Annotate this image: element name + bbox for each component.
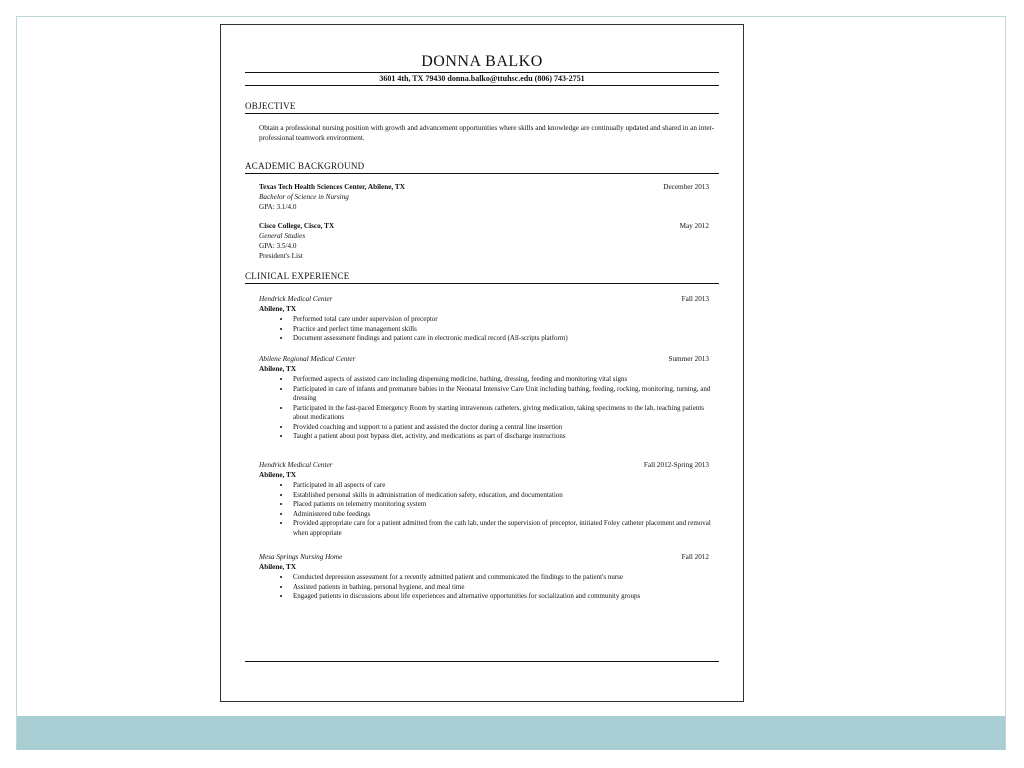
- school-name: Texas Tech Health Sciences Center, Abilene, TX: [259, 183, 405, 191]
- duty-item: • Engaged patients in discussions about life experiences and alternative opportunities for socialization and community groups: [291, 592, 721, 602]
- facility-name: Mesa Springs Nursing Home: [259, 553, 343, 561]
- duty-item: • Performed total care under supervision of preceptor: [291, 315, 721, 325]
- objective-rule: [245, 113, 719, 114]
- contact-line: 3601 4th, TX 79430 donna.balko@ttuhsc.edu (806) 743-2751: [379, 74, 585, 83]
- clinical-rule: [245, 283, 719, 284]
- duty-item: • Participated in all aspects of care: [291, 481, 721, 491]
- duty-item: • Assisted patients in bathing, personal hygiene, and meal time: [291, 583, 721, 593]
- duty-item: • Practice and perfect time management skills: [291, 325, 721, 335]
- duty-list: [281, 481, 721, 538]
- duty-item: • Provided coaching and support to a patient and assisted the doctor during a central line insertion: [291, 423, 721, 433]
- duty-item: • Document assessment findings and patient care in electronic medical record (All-scripts platform): [291, 334, 721, 344]
- facility-date: Fall 2012: [681, 553, 709, 561]
- facility-location: Abilene, TX: [259, 305, 297, 313]
- school-date: May 2012: [679, 222, 709, 230]
- objective-heading: OBJECTIVE: [245, 101, 296, 111]
- gpa: GPA: 3.5/4.0: [259, 242, 297, 250]
- honor: President's List: [259, 252, 303, 260]
- school-date: December 2013: [663, 183, 709, 191]
- clinical-heading: CLINICAL EXPERIENCE: [245, 271, 350, 281]
- facility-date: Fall 2013: [681, 295, 709, 303]
- school-name: Cisco College, Cisco, TX: [259, 222, 335, 230]
- academic-heading: ACADEMIC BACKGROUND: [245, 161, 365, 171]
- academic-rule: [245, 173, 719, 174]
- duty-item: • Provided appropriate care for a patient admitted from the cath lab, under the supervision of preceptor, initiated Foley catheter placement and removal when appropriate: [291, 519, 721, 538]
- facility-location: Abilene, TX: [259, 365, 297, 373]
- duty-item: • Established personal skills in administration of medication safety, education, and documentation: [291, 491, 721, 501]
- duty-item: • Taught a patient about post bypass diet, activity, and medications as part of discharge instructions: [291, 432, 721, 442]
- gpa: GPA: 3.1/4.0: [259, 203, 297, 211]
- facility-location: Abilene, TX: [259, 471, 297, 479]
- duty-item: • Participated in care of infants and premature babies in the Neonatal Intensive Care Unit including bathing, feeding, rocking, monitoring, turning, and dressing: [291, 385, 721, 404]
- header-rule-top: [245, 72, 719, 73]
- facility-date: Fall 2012-Spring 2013: [643, 461, 709, 469]
- facility-location: Abilene, TX: [259, 563, 297, 571]
- header-rule-bottom: [245, 85, 719, 86]
- duty-item: • Placed patients on telemetry monitoring system: [291, 500, 721, 510]
- duty-item: • Participated in the fast-paced Emergency Room by starting intravenous catheters, giving medication, taking specimens to the lab, teaching patients about medications: [291, 404, 721, 423]
- resume-page: [220, 24, 744, 702]
- facility-name: Hendrick Medical Center: [259, 461, 333, 469]
- facility-date: Summer 2013: [668, 355, 709, 363]
- duty-list: [281, 375, 721, 442]
- footer-rule: [245, 661, 719, 662]
- resume-name: DONNA BALKO: [421, 53, 543, 70]
- duty-item: • Conducted depression assessment for a recently admitted patient and communicated the findings to the patient's nurse: [291, 573, 721, 583]
- degree: Bachelor of Science in Nursing: [259, 193, 349, 201]
- duty-list: [281, 573, 721, 602]
- duty-list: [281, 315, 721, 344]
- duty-item: • Performed aspects of assisted care including dispensing medicine, bathing, dressing, feeding and monitoring vital signs: [291, 375, 721, 385]
- objective-text: Obtain a professional nursing position with growth and advancement opportunities where skills and knowledge are continually updated and shared in an inter-professional teamwork environment.: [259, 124, 715, 142]
- facility-name: Hendrick Medical Center: [259, 295, 333, 303]
- slide-bottom-band: [17, 716, 1005, 750]
- degree: General Studies: [259, 232, 306, 240]
- facility-name: Abilene Regional Medical Center: [259, 355, 356, 363]
- duty-item: • Administered tube feedings: [291, 510, 721, 520]
